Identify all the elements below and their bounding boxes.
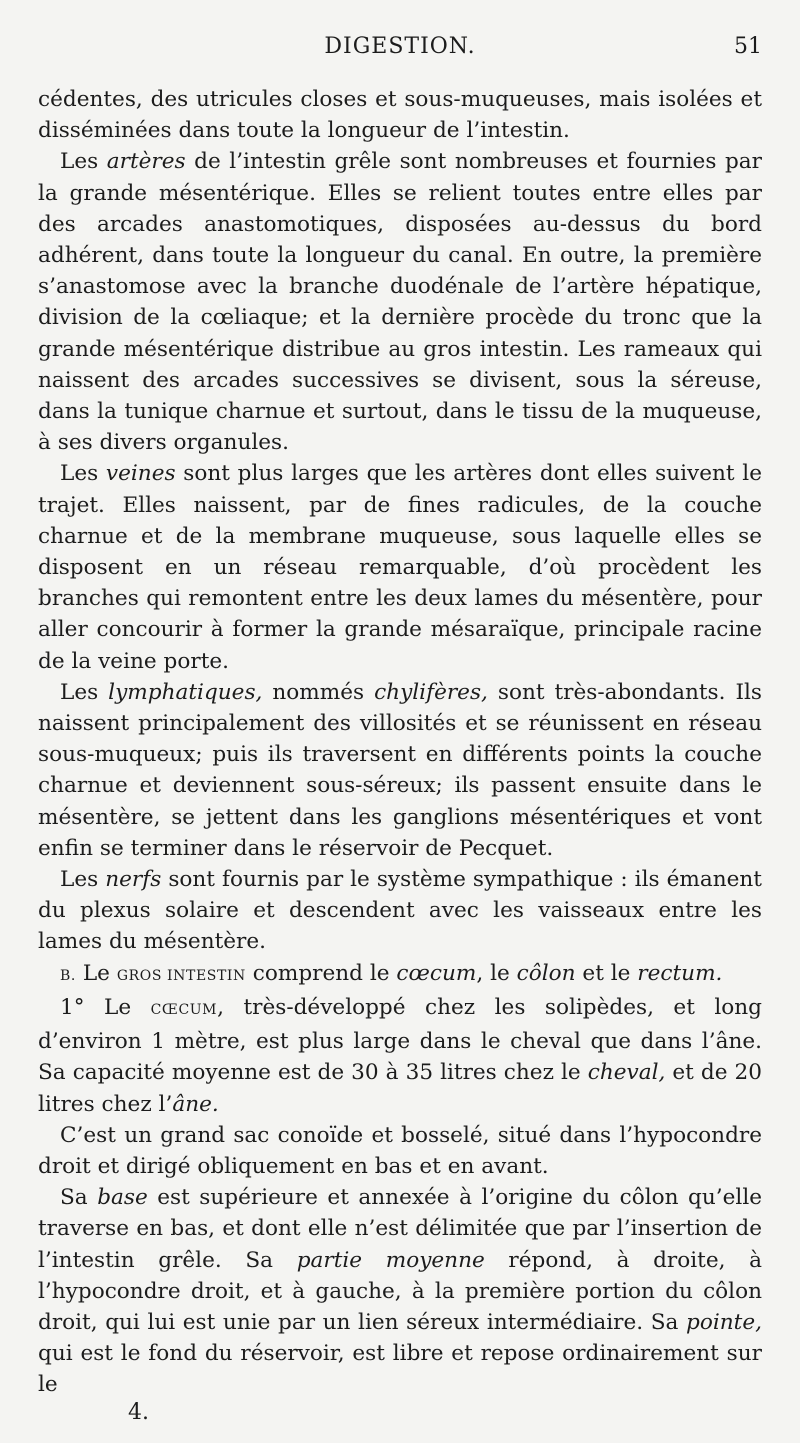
text-run: Les (60, 867, 106, 893)
italic-term: lymphatiques, (108, 679, 263, 705)
text-run: cédentes, des utricules closes et sous-muqueuses, mais isolées et disséminées dans toute la longueur de l’intestin. (38, 87, 762, 144)
running-title: DIGESTION. (324, 34, 476, 59)
small-caps-term: B. (60, 967, 76, 984)
text-run: Les (60, 461, 106, 487)
italic-term: rectum. (637, 960, 723, 986)
italic-term: partie moyenne (296, 1247, 485, 1273)
small-caps-term: GROS INTESTIN (116, 967, 246, 984)
italic-term: nerfs (105, 867, 162, 893)
text-run: et le (575, 960, 638, 986)
italic-term: base (97, 1185, 148, 1211)
italic-term: âne. (172, 1091, 219, 1117)
text-run: de l’intestin grêle sont nombreuses et fournies par la grande mésentérique. Elles se relient toutes entre elles par des arcades anastomotiques, disposées au-dessus du bord adhérent, dans toute la longueur du canal. En outre, la première s’anastomose avec la branche duodénale de l’artère hépatique, division de la cœliaque; et la dernière procède du tronc que la grande mésentérique distribue au gros intestin. Les rameaux qui naissent des arcades successives se divisent, sous la séreuse, dans la tunique charnue et surtout, dans le tissu de la muqueuse, à ses divers organules. (38, 149, 762, 456)
body-text (38, 84, 762, 1401)
text-run: et de 20 litres chez l’ (38, 1060, 762, 1117)
body-paragraph (38, 458, 762, 676)
italic-term: artères (106, 149, 186, 175)
page-number: 51 (734, 34, 762, 59)
text-run: , très-développé chez les solipèdes, et long d’environ 1 mètre, est plus large dans le cheval que dans l’âne. Sa capacité moyenne est de 30 à 35 litres chez le (38, 994, 762, 1086)
text-run: comprend le (245, 960, 397, 986)
italic-term: cheval, (587, 1060, 666, 1086)
page-header (38, 34, 762, 64)
text-run: Sa (60, 1185, 98, 1211)
text-run: Les (60, 679, 109, 705)
text-run: qui est le fond du réservoir, est libre et repose ordinairement sur le (38, 1341, 762, 1398)
body-paragraph (38, 1120, 762, 1182)
body-paragraph (38, 146, 762, 458)
text-run: est supérieure et annexée à l’origine du côlon qu’elle traverse en bas, et dont elle n’est délimitée que par l’insertion de l’intestin grêle. Sa (38, 1185, 763, 1273)
text-run: sont très-abondants. Ils naissent principalement des villosités et se réunissent en réseau sous-muqueux; puis ils traversent en différents points la couche charnue et deviennent sous-séreux; ils passent ensuite dans le mésentère, se jettent dans les ganglions mésentériques et vont enfin se terminer dans le réservoir de Pecquet. (38, 679, 762, 861)
text-run: répond, à droite, à l’hypocondre droit, et à gauche, à la première portion du côlon droit, qui lui est unie par un lien séreux intermédiaire. Sa (38, 1247, 762, 1335)
body-paragraph (38, 992, 762, 1120)
signature-mark: 4. (128, 1400, 149, 1425)
small-caps-term: CŒCUM (150, 1001, 218, 1018)
body-paragraph (38, 958, 762, 992)
text-run: Le (75, 960, 117, 986)
italic-term: veines (105, 461, 176, 487)
text-run: C’est un grand sac conoïde et bosselé, situé dans l’hypocondre droit et dirigé obliquement en bas et en avant. (38, 1122, 762, 1179)
italic-term: chylifères, (374, 679, 488, 705)
text-run: nommés (262, 679, 375, 705)
text-run: sont fournis par le système sympathique : ils émanent du plexus solaire et descendent avec les vaisseaux entre les lames du mésentère. (38, 867, 762, 955)
body-paragraph (38, 84, 762, 146)
text-run: sont plus larges que les artères dont elles suivent le trajet. Elles naissent, par de fines radicules, de la couche charnue et de la membrane muqueuse, sous laquelle elles se disposent en un réseau remarquable, d’où procèdent les branches qui remontent entre les deux lames du mésentère, pour aller concourir à former la grande mésaraïque, principale racine de la veine porte. (38, 461, 762, 674)
text-run: , le (476, 960, 517, 986)
italic-term: cœcum (396, 960, 477, 986)
body-paragraph (38, 864, 762, 958)
text-run: Les (60, 149, 107, 175)
text-run: 1° Le (60, 994, 151, 1020)
body-paragraph (38, 1182, 762, 1400)
body-paragraph (38, 677, 762, 864)
italic-term: pointe, (686, 1309, 762, 1335)
italic-term: côlon (516, 960, 576, 986)
